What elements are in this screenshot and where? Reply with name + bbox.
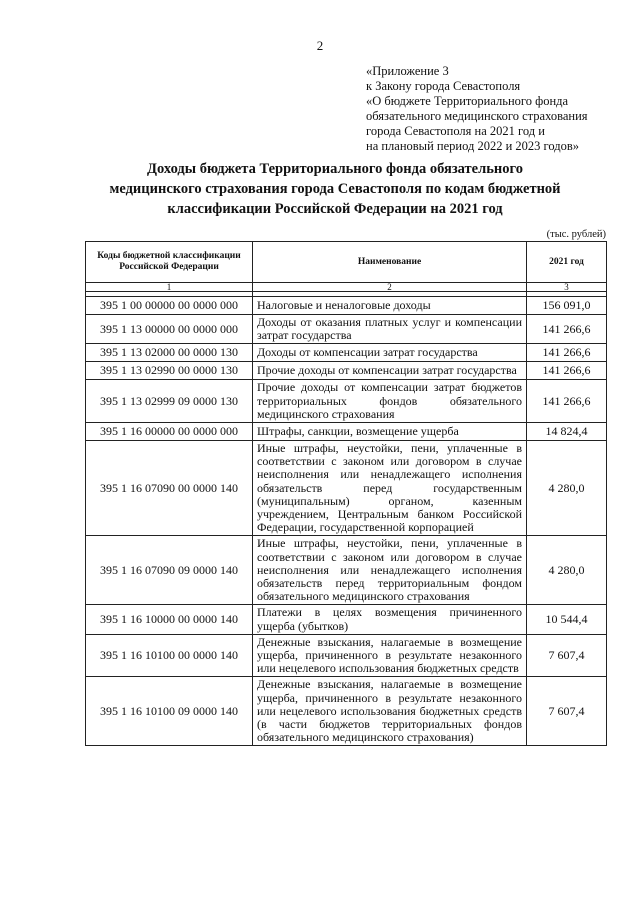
code-cell: 395 1 13 02999 09 0000 130: [86, 380, 253, 423]
code-cell: 395 1 16 07090 00 0000 140: [86, 441, 253, 536]
header-code: Коды бюджетной классификации Российской Федерации: [86, 242, 253, 283]
amount-cell: 141 266,6: [527, 344, 607, 362]
name-cell: Доходы от компенсации затрат государства: [253, 344, 527, 362]
amount-cell: 4 280,0: [527, 441, 607, 536]
name-cell: Денежные взыскания, налагаемые в возмещение ущерба, причиненного в результате незаконного или нецелевого использования бюджетных средств (в части бюджетов территориальных фондов обязательного медицинского страхования): [253, 677, 527, 746]
revenue-table: [85, 241, 607, 746]
document-title: [85, 159, 585, 219]
table-row: [86, 297, 607, 315]
name-cell: Налоговые и неналоговые доходы: [253, 297, 527, 315]
table-row: [86, 344, 607, 362]
appendix-line: обязательного медицинского страхования: [366, 109, 588, 123]
code-cell: 395 1 16 07090 09 0000 140: [86, 536, 253, 605]
name-cell: Иные штрафы, неустойки, пени, уплаченные в соответствии с законом или договором в случае неисполнения или ненадлежащего исполнения обязательств перед территориальным фондом обязательного медицинского страхования: [253, 536, 527, 605]
name-cell: Прочие доходы от компенсации затрат бюджетов территориальных фондов обязательного медицинского страхования: [253, 380, 527, 423]
table-row: [86, 441, 607, 536]
name-cell: Иные штрафы, неустойки, пени, уплаченные в соответствии с законом или договором в случае неисполнения или ненадлежащего исполнения обязательств перед государственным (муниципальным) органом, казенным учреждением, Центральным банком Российской Федерации, государственной корпорацией: [253, 441, 527, 536]
appendix-line: города Севастополя на 2021 год и: [366, 124, 545, 138]
name-cell: Прочие доходы от компенсации затрат государства: [253, 362, 527, 380]
appendix-line: на плановый период 2022 и 2023 годов»: [366, 139, 579, 153]
table-row: [86, 536, 607, 605]
amount-cell: 7 607,4: [527, 677, 607, 746]
name-cell: Денежные взыскания, налагаемые в возмещение ущерба, причиненного в результате незаконного или нецелевого использования бюджетных средств: [253, 634, 527, 677]
title-line: медицинского страхования города Севастополя по кодам бюджетной: [109, 181, 561, 197]
table-row: [86, 380, 607, 423]
table-row: [86, 634, 607, 677]
table-row: [86, 315, 607, 344]
code-cell: 395 1 13 00000 00 0000 000: [86, 315, 253, 344]
amount-cell: 141 266,6: [527, 380, 607, 423]
table-body: [86, 292, 607, 746]
header-name: Наименование: [253, 242, 527, 283]
amount-cell: 14 824,4: [527, 423, 607, 441]
code-cell: 395 1 16 10100 09 0000 140: [86, 677, 253, 746]
code-cell: 395 1 16 10100 00 0000 140: [86, 634, 253, 677]
amount-cell: 4 280,0: [527, 536, 607, 605]
column-number-row: [86, 283, 607, 292]
code-cell: 395 1 00 00000 00 0000 000: [86, 297, 253, 315]
units-label: (тыс. рублей): [546, 229, 606, 240]
table-row: [86, 605, 607, 634]
amount-cell: 7 607,4: [527, 634, 607, 677]
appendix-block: [366, 64, 616, 154]
title-line: Доходы бюджета Территориального фонда обязательного: [147, 161, 523, 177]
header-amount: 2021 год: [527, 242, 607, 283]
table-row: [86, 423, 607, 441]
name-cell: Доходы от оказания платных услуг и компенсации затрат государства: [253, 315, 527, 344]
column-number: 3: [527, 283, 607, 292]
page-number: 2: [316, 38, 324, 53]
amount-cell: 156 091,0: [527, 297, 607, 315]
amount-cell: 10 544,4: [527, 605, 607, 634]
amount-cell: 141 266,6: [527, 362, 607, 380]
name-cell: Платежи в целях возмещения причиненного ущерба (убытков): [253, 605, 527, 634]
table-row: [86, 362, 607, 380]
code-cell: 395 1 16 00000 00 0000 000: [86, 423, 253, 441]
column-number: 1: [86, 283, 253, 292]
amount-cell: 141 266,6: [527, 315, 607, 344]
code-cell: 395 1 16 10000 00 0000 140: [86, 605, 253, 634]
name-cell: Штрафы, санкции, возмещение ущерба: [253, 423, 527, 441]
column-number: 2: [253, 283, 527, 292]
appendix-line: «О бюджете Территориального фонда: [366, 94, 569, 108]
code-cell: 395 1 13 02000 00 0000 130: [86, 344, 253, 362]
appendix-line: «Приложение 3: [366, 64, 449, 78]
code-cell: 395 1 13 02990 00 0000 130: [86, 362, 253, 380]
title-line: классификации Российской Федерации на 2021 год: [167, 201, 503, 217]
appendix-line: к Закону города Севастополя: [366, 79, 521, 93]
table-header-row: [86, 242, 607, 283]
table-row: [86, 677, 607, 746]
